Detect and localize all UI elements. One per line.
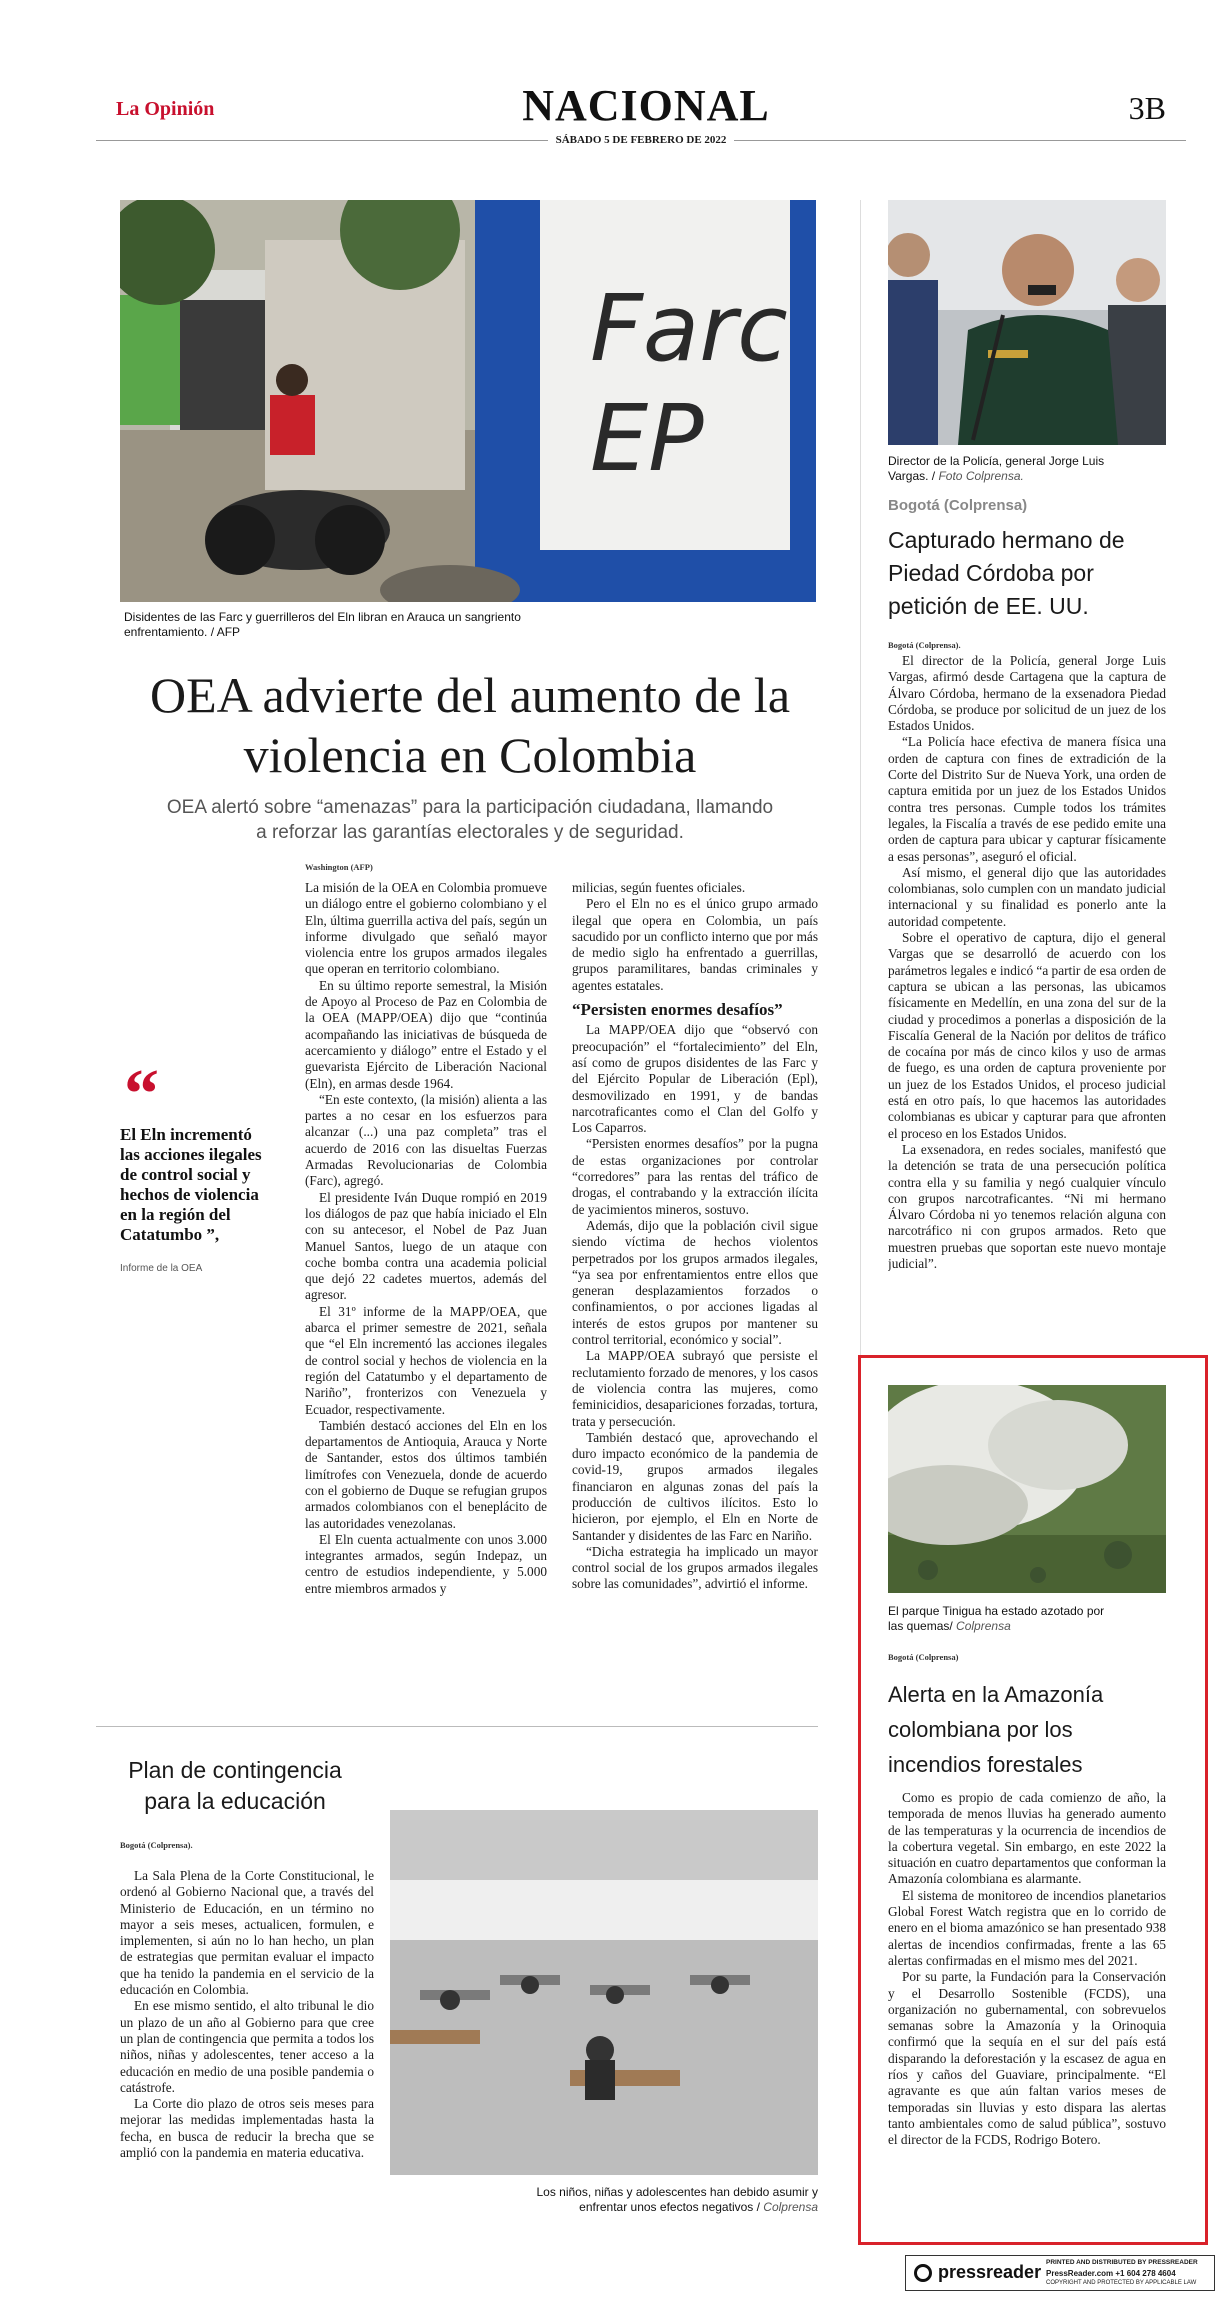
main-dateline: Washington (AFP) xyxy=(305,862,373,872)
section-divider xyxy=(96,1726,818,1727)
police-p2: “La Policía hace efectiva de manera física una orden de captura con fines de extradición de la Corte del Distrito Sur de Nueva York, una orden de captura emitida por un juez de los Estados Unidos contra tres personas. Cumple todos los trámites legales, la Fiscalía a través de ese pedido emite una orden de captura para ubicar y capturar físicamente a esas personas”, aseguró el oficial. xyxy=(888,734,1166,864)
education-p2: En ese mismo sentido, el alto tribunal le dio un plazo de un año al Gobierno para que cree un plan de contingencia que permita a todos los niños, niñas y adolescentes, tener acceso a la educación en medio de una posible pandemia o catástrofe. xyxy=(120,1998,374,2095)
main-col1-p5: El 31º informe de la MAPP/OEA, que abarca el primer semestre de 2021, señala que “el Eln incrementó las acciones ilegales de control social y hechos de violencia en la región del Catatumbo y el departamento de Nariño”, fronterizos con Venezuela y Ecuador, respectivamente. xyxy=(305,1303,547,1417)
pressreader-line2: PressReader.com +1 604 278 4604 xyxy=(1046,2269,1176,2278)
police-p4: Sobre el operativo de captura, dijo el general Vargas que se desarrolló de acuerdo con los parámetros legales e indicó “a partir de esa orden de captura se ubican a las personas, las ubicamos físicamente en Medellín, en una zona del sur de la ciudad y procedimos a ponerlas a disposición de la Fiscalía General de la Nación por delitos de tráfico de cocaína por más de cinco kilos y uso de armas de fuego, es una orden de captura proveniente por un juez de los Estados Unidos, el proceso judicial está en otro país, lo que hacemos las autoridades colombianas es ubicar y capturar para que afronten el proceso en los Estados Unidos. xyxy=(888,930,1166,1141)
amazon-dateline: Bogotá (Colprensa) xyxy=(888,1652,959,1662)
pull-quote-mark: “ xyxy=(124,1056,159,1133)
police-caption-main: Director de la Policía, general Jorge Luis Vargas. / xyxy=(888,454,1105,483)
classroom-photo-caption xyxy=(520,2185,818,2215)
main-col1-p4: El presidente Iván Duque rompió en 2019 los diálogos de paz que había iniciado el Eln con su antecesor, el Nobel de Paz Juan Manuel Santos, luego de un ataque con coche bomba contra una academia policial que dejó 22 cadetes muertos, además del agresor. xyxy=(305,1189,547,1303)
main-col2-p7: También destacó que, aprovechando el duro impacto económico de la pandemia de covid-19, grupos armados ilegales financiaron en algunas zonas del país la producción de cultivos ilícitos. Esto lo hicieron, por ejemplo, el Eln en Norte de Santander y disidentes de las Farc en Nariño. xyxy=(572,1429,818,1543)
svg-text:EP: EP xyxy=(590,385,704,492)
police-p1: El director de la Policía, general Jorge Luis Vargas, afirmó desde Cartagena que la captura de Álvaro Córdoba, hermano de la exsenadora Piedad Córdoba, se produce por solicitud de un juez de los Estados Unidos. xyxy=(888,653,1166,734)
amazon-p3: Por su parte, la Fundación para la Conservación y el Desarrollo Sostenible (FCDS), una organización no gubernamental, con sobrevuelos semanas sobre la Amazonía y la Orinoquia confirmó que la sequía en el sur del país está disparando la deforestación y la escasez de agua en ríos y caños del Guaviare, principalmente. “El agravante es que aún faltan varios meses de temporadas sin lluvias y esto dispara las alertas tanto ambientales como de salud pública”, sostuvo el director de la FCDS, Rodrigo Botero. xyxy=(888,1969,1166,2148)
classroom-photo xyxy=(390,1810,818,2175)
issue-date xyxy=(96,134,1186,146)
police-photo xyxy=(888,200,1166,445)
main-col2-p6: La MAPP/OEA subrayó que persiste el reclutamiento forzado de menores, y los casos de violencia contra las mujeres, como feminicidios, desapariciones forzadas, tortura, trata y persecución. xyxy=(572,1348,818,1429)
pressreader-badge xyxy=(905,2255,1215,2291)
issue-date-text: SÁBADO 5 DE FEBRERO DE 2022 xyxy=(548,134,735,146)
section-title: NACIONAL xyxy=(522,81,770,130)
main-col-1 xyxy=(305,880,547,1700)
education-p1: La Sala Plena de la Corte Constitucional, le ordenó al Gobierno Nacional que, a través del Ministerio de Educación, en un término no mayor a seis meses, actualicen, formulen, e implementen, si aún no lo han hecho, un plan de estrategias que permitan evaluar el impacto que ha tenido la pandemia en el servicio de la educación en Colombia. xyxy=(120,1868,374,1998)
main-photo-caption: Disidentes de las Farc y guerrilleros del Eln libran en Arauca un sangriento enfrentamiento. / AFP xyxy=(124,610,521,639)
main-headline: OEA advierte del aumento de la violencia en Colombia xyxy=(149,667,791,783)
fire-caption-main: El parque Tinigua ha estado azotado por las quemas/ xyxy=(888,1604,1105,1633)
main-col2-p1: milicias, según fuentes oficiales. xyxy=(572,880,746,895)
pressreader-brand: pressreader xyxy=(938,2262,1042,2282)
svg-text:Farc: Farc xyxy=(590,275,788,382)
pull-quote-source: Informe de la OEA xyxy=(120,1263,203,1274)
main-subhead: “Persisten enormes desafíos” xyxy=(572,1000,783,1020)
main-story-photo xyxy=(120,200,816,602)
police-headline: Capturado hermano de Piedad Córdoba por petición de EE. UU. xyxy=(888,527,1125,619)
fire-caption-credit: Colprensa xyxy=(956,1619,1011,1633)
fire-photo xyxy=(888,1385,1166,1593)
police-dateline: Bogotá (Colprensa). xyxy=(888,640,961,650)
main-col1-p1: La misión de la OEA en Colombia promueve un diálogo entre el gobierno colombiano y el Eln, última guerrilla activa del país, según un informe divulgado que señaló mayor violencia entre los grupos armados ilegales que operan en territorio colombiano. xyxy=(305,880,547,977)
pull-quote: El Eln incrementó las acciones ilegales de control social y hechos de violencia en la región del Catatumbo ”, xyxy=(120,1125,262,1244)
main-col1-p6: También destacó acciones del Eln en los departamentos de Antioquia, Arauca y Norte de Santander, estos dos últimos también limítrofes con Venezuela, donde de acuerdo con el gobierno de Duque se refugian grupos armados colombianos con el beneplácito de las autoridades venezolanas. xyxy=(305,1417,547,1531)
police-p5: La exsenadora, en redes sociales, manifestó que la detención se trata de una persecución política contra ella y su familia y negó cualquier vínculo con grupos narcotraficantes. “Ni mi hermano Álvaro Córdoba ni yo tenemos relación alguna con narcotráfico ni con grupos armados. Reto que muestren pruebas que soportan este nuevo montaje judicial”. xyxy=(888,1141,1166,1271)
classroom-caption-credit: Colprensa xyxy=(763,2200,818,2214)
education-headline: Plan de contingencia para la educación xyxy=(128,1757,342,1814)
main-col2-p2: Pero el Eln no es el único grupo armado ilegal que opera en Colombia, un país sacudido por un conflicto interno que por más de medio siglo ha enfrentado a guerrillas, grupos paramilitares, bandas criminales y agentes estatales. xyxy=(572,896,818,993)
main-deck: OEA alertó sobre “amenazas” para la participación ciudadana, llamando a reforzar las garantías electorales y de seguridad. xyxy=(166,797,774,843)
police-kicker: Bogotá (Colprensa) xyxy=(888,497,1028,514)
page-number: 3B xyxy=(1128,90,1166,126)
main-col2-p3: La MAPP/OEA dijo que “observó con preocupación” el “fortalecimiento” del Eln, así como de grupos disidentes de las Farc y del Ejército Popular de Liberación (Epl), desmovilizado en 1991, y de bandas narcotraficantes como el Clan del Golfo y Los Caparros. xyxy=(572,1022,818,1136)
main-col1-p7: El Eln cuenta actualmente con unos 3.000 integrantes armados, según Indepaz, un centro de estudios independiente, y 5.000 entre miembros armados y xyxy=(305,1531,547,1596)
classroom-caption-main: Los niños, niñas y adolescentes han debido asumir y enfrentar unos efectos negativos / xyxy=(536,2185,818,2214)
pressreader-line3: COPYRIGHT AND PROTECTED BY APPLICABLE LAW xyxy=(1046,2280,1197,2286)
main-col2-p5: Además, dijo que la población civil sigue siendo víctima de hechos violentos perpetrados por los grupos armados ilegales, “ya sea por enfrentamientos entre ellos que generan desplazamientos forzados o confinamientos, o por acciones ligadas al interés de estos grupos por mantener su control territorial, económico y social”. xyxy=(572,1217,818,1348)
amazon-p2: El sistema de monitoreo de incendios planetarios Global Forest Watch registra que en lo corrido de enero en el bioma amazónico se han presentado 938 alertas de incendios confirmadas, frente a las 65 alertas confirmadas en el mismo mes del 2021. xyxy=(888,1887,1166,1968)
pressreader-line1: PRINTED AND DISTRIBUTED BY PRESSREADER xyxy=(1046,2259,1198,2266)
police-body xyxy=(888,653,1166,1333)
education-body xyxy=(120,1868,374,2238)
main-col-2 xyxy=(572,880,818,1700)
amazon-body xyxy=(888,1790,1166,2235)
amazon-headline: Alerta en la Amazonía colombiana por los incendios forestales xyxy=(888,1682,1104,1777)
main-col2-p4: “Persisten enormes desafíos” por la pugna de estas organizaciones por controlar “corredores” para las rentas del tráfico de drogas, el contrabando y la extracción ilícita de yacimientos mineros, sostuvo. xyxy=(572,1136,818,1217)
main-col1-p3: “En este contexto, (la misión) alienta a las partes a no cesar en los esfuerzos para alcanzar (...) una paz completa” tras el acuerdo de 2016 con las disueltas Fuerzas Armadas Revolucionarias de Colombia (Farc), agregó. xyxy=(305,1091,547,1189)
fire-photo-caption xyxy=(888,1604,1118,1634)
police-photo-caption xyxy=(888,454,1108,484)
education-dateline: Bogotá (Colprensa). xyxy=(120,1840,193,1850)
police-caption-credit: Foto Colprensa. xyxy=(938,469,1024,483)
newspaper-logo: La Opinión xyxy=(116,98,215,120)
main-col1-p2: En su último reporte semestral, la Misión de Apoyo al Proceso de Paz en Colombia de la OEA (MAPP/OEA) dijo que “continúa acompañando las iniciativas de búsqueda de acercamiento y diálogo” entre el Estado y el guevarista Ejército de Liberación Nacional (Eln), en armas desde 1964. xyxy=(305,977,547,1091)
amazon-p1: Como es propio de cada comienzo de año, la temporada de menos lluvias ha generado aumento de las temperaturas y la ocurrencia de incendios de la cobertura vegetal. Sin embargo, en este 2022 la situación en cuatro departamentos que conforman la Amazonía colombiana es alarmante. xyxy=(888,1790,1166,1887)
pressreader-logo-icon xyxy=(914,2264,932,2282)
education-p3: La Corte dio plazo de otros seis meses para mejorar las medidas implementadas hasta la fecha, en busca de reducir la brecha que se amplió con la pandemia en materia educativa. xyxy=(120,2096,374,2161)
main-col2-p8: “Dicha estrategia ha implicado un mayor control social de los grupos armados ilegales sobre las comunidades”, advirtió el informe. xyxy=(572,1543,818,1592)
police-p3: Así mismo, el general dijo que las autoridades colombianas, solo cumplen con un mandato judicial internacional y su finalidad es ponerlo ante la autoridad competente. xyxy=(888,864,1166,929)
